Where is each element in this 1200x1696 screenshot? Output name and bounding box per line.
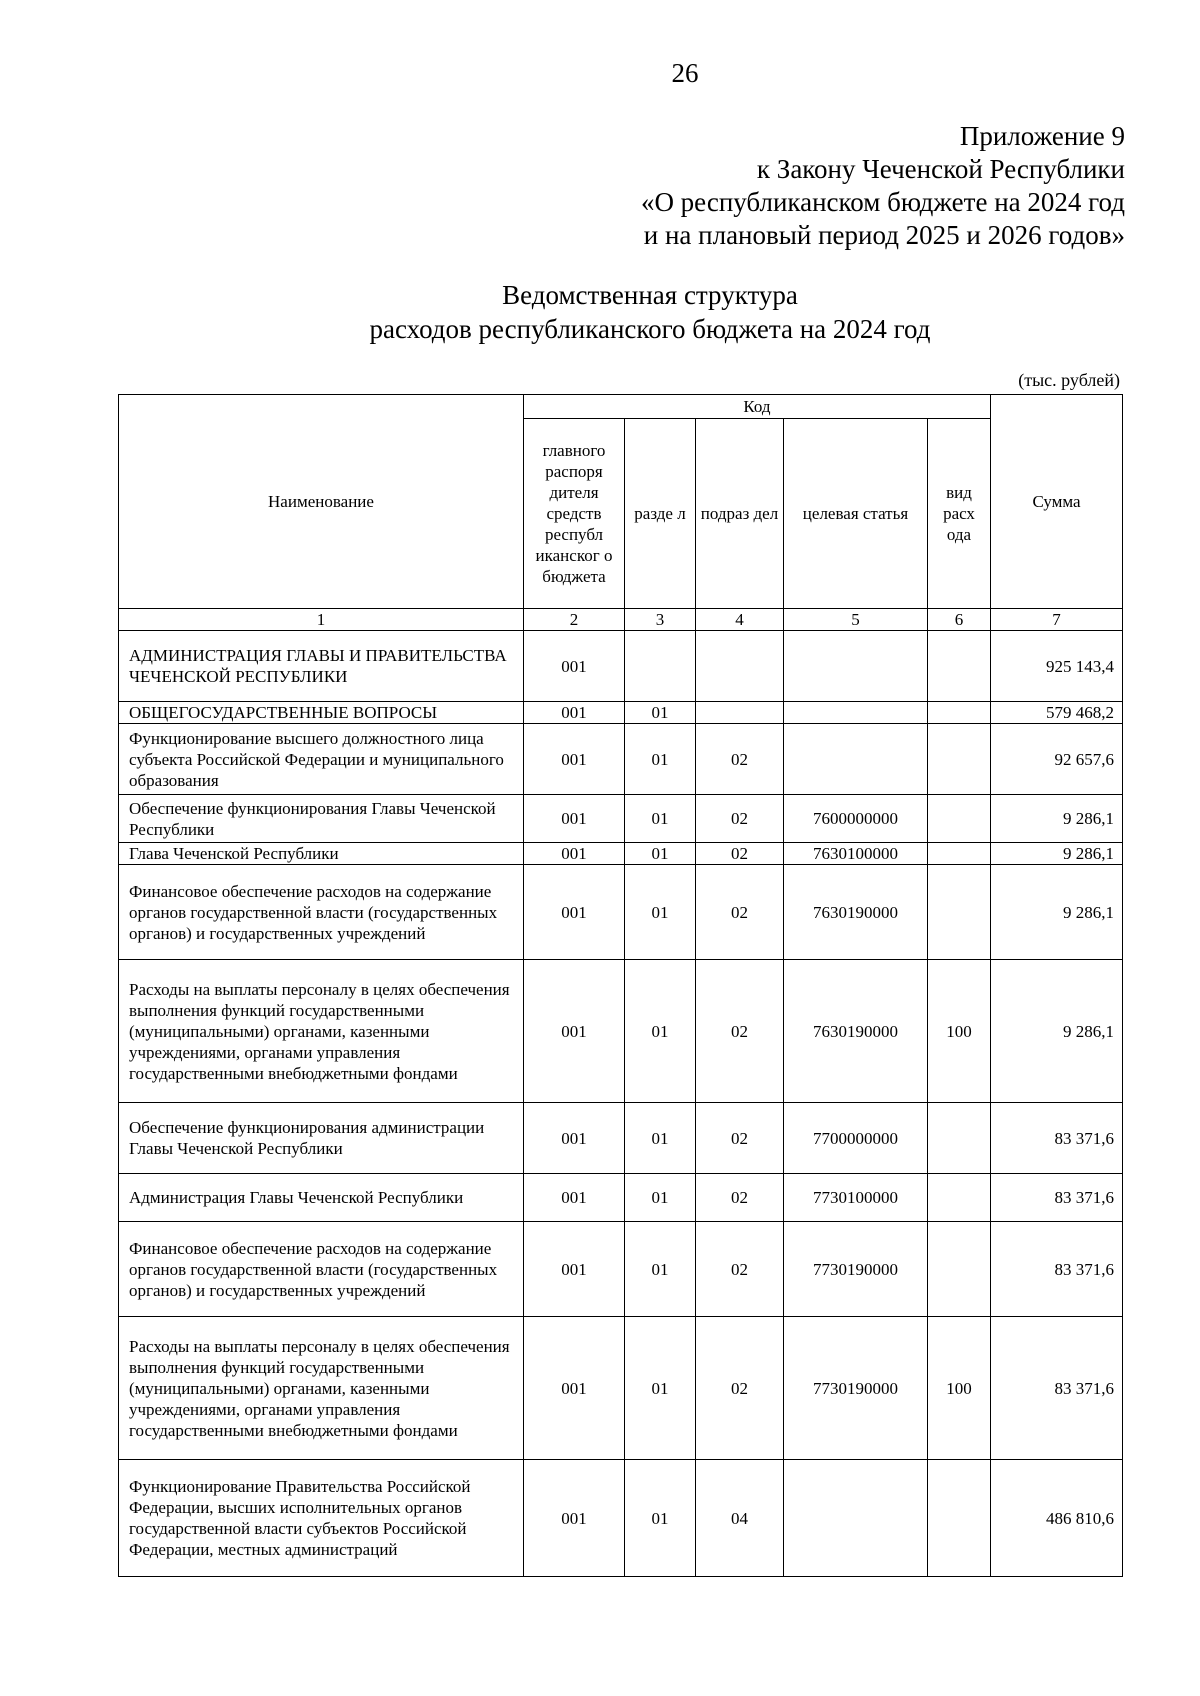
column-number: 7: [991, 609, 1123, 631]
row-razdel: 01: [625, 1103, 696, 1174]
title-line: Ведомственная структура: [502, 280, 798, 310]
row-target-article: 7630100000: [784, 843, 928, 865]
row-sum: 9 286,1: [991, 843, 1123, 865]
row-razdel: 01: [625, 843, 696, 865]
column-number: 1: [119, 609, 524, 631]
row-gr-code: 001: [524, 1222, 625, 1317]
row-expense-type: [928, 702, 991, 724]
row-podrazdel: 02: [696, 865, 784, 960]
row-name: Обеспечение функционирования администрации Главы Чеченской Республики: [119, 1103, 524, 1174]
row-podrazdel: 02: [696, 724, 784, 795]
row-name: Функционирование высшего должностного лица субъекта Российской Федерации и муниципального образования: [119, 724, 524, 795]
row-sum: 9 286,1: [991, 960, 1123, 1103]
row-gr-code: 001: [524, 795, 625, 843]
row-podrazdel: [696, 702, 784, 724]
row-expense-type: [928, 1222, 991, 1317]
row-target-article: [784, 702, 928, 724]
column-number: 6: [928, 609, 991, 631]
row-expense-type: [928, 631, 991, 702]
row-target-article: 7630190000: [784, 960, 928, 1103]
column-number: 2: [524, 609, 625, 631]
row-podrazdel: 04: [696, 1460, 784, 1577]
row-expense-type: 100: [928, 1317, 991, 1460]
row-razdel: [625, 631, 696, 702]
row-razdel: 01: [625, 1317, 696, 1460]
row-gr-code: 001: [524, 702, 625, 724]
row-name: Расходы на выплаты персоналу в целях обеспечения выполнения функций государственными (муниципальными) органами, казенными учреждениями, органами управления государственными внебюджетными фондами: [119, 960, 524, 1103]
appendix-reference: [641, 120, 1125, 252]
row-razdel: 01: [625, 960, 696, 1103]
row-expense-type: 100: [928, 960, 991, 1103]
header-cs: целевая статья: [784, 419, 928, 609]
row-podrazdel: 02: [696, 843, 784, 865]
table-row: [119, 1174, 1123, 1222]
header-podrazdel: подраз дел: [696, 419, 784, 609]
row-target-article: 7730100000: [784, 1174, 928, 1222]
column-numbers-row: [119, 609, 1123, 631]
column-number: 3: [625, 609, 696, 631]
row-name: АДМИНИСТРАЦИЯ ГЛАВЫ И ПРАВИТЕЛЬСТВА ЧЕЧЕНСКОЙ РЕСПУБЛИКИ: [119, 631, 524, 702]
table-row: [119, 1222, 1123, 1317]
row-podrazdel: 02: [696, 795, 784, 843]
row-gr-code: 001: [524, 843, 625, 865]
row-sum: 9 286,1: [991, 795, 1123, 843]
header-gr: главного распоря дителя средств республ иканског о бюджета: [524, 419, 625, 609]
table-row: [119, 960, 1123, 1103]
row-gr-code: 001: [524, 631, 625, 702]
document-title: [0, 278, 1200, 346]
row-sum: 925 143,4: [991, 631, 1123, 702]
row-razdel: 01: [625, 1222, 696, 1317]
appendix-line: и на плановый период 2025 и 2026 годов»: [643, 220, 1125, 250]
row-target-article: 7600000000: [784, 795, 928, 843]
header-razdel: разде л: [625, 419, 696, 609]
row-target-article: [784, 631, 928, 702]
row-sum: 83 371,6: [991, 1103, 1123, 1174]
table-row: [119, 1317, 1123, 1460]
row-expense-type: [928, 724, 991, 795]
row-sum: 83 371,6: [991, 1317, 1123, 1460]
row-sum: 83 371,6: [991, 1174, 1123, 1222]
row-expense-type: [928, 1174, 991, 1222]
header-sum: Сумма: [991, 395, 1123, 609]
row-name: Администрация Главы Чеченской Республики: [119, 1174, 524, 1222]
table-row: [119, 1460, 1123, 1577]
row-expense-type: [928, 1103, 991, 1174]
row-target-article: 7730190000: [784, 1222, 928, 1317]
row-razdel: 01: [625, 865, 696, 960]
row-name: Обеспечение функционирования Главы Чеченской Республики: [119, 795, 524, 843]
row-target-article: [784, 724, 928, 795]
row-gr-code: 001: [524, 865, 625, 960]
row-sum: 83 371,6: [991, 1222, 1123, 1317]
row-expense-type: [928, 1460, 991, 1577]
row-target-article: 7630190000: [784, 865, 928, 960]
row-name: Расходы на выплаты персоналу в целях обеспечения выполнения функций государственными (муниципальными) органами, казенными учреждениями, органами управления государственными внебюджетными фондами: [119, 1317, 524, 1460]
row-gr-code: 001: [524, 1174, 625, 1222]
header-vr: вид расх ода: [928, 419, 991, 609]
row-gr-code: 001: [524, 1460, 625, 1577]
header-code: Код: [524, 395, 991, 419]
row-gr-code: 001: [524, 1317, 625, 1460]
row-expense-type: [928, 795, 991, 843]
appendix-line: к Закону Чеченской Республики: [756, 154, 1125, 184]
row-razdel: 01: [625, 724, 696, 795]
row-sum: 486 810,6: [991, 1460, 1123, 1577]
row-gr-code: 001: [524, 1103, 625, 1174]
row-podrazdel: 02: [696, 1174, 784, 1222]
row-podrazdel: 02: [696, 1317, 784, 1460]
title-line: расходов республиканского бюджета на 2024 год: [369, 314, 931, 344]
table-row: [119, 702, 1123, 724]
row-razdel: 01: [625, 1460, 696, 1577]
row-podrazdel: [696, 631, 784, 702]
column-number: 5: [784, 609, 928, 631]
appendix-line: Приложение 9: [959, 121, 1125, 151]
budget-table: [118, 394, 1123, 1577]
row-target-article: 7730190000: [784, 1317, 928, 1460]
row-podrazdel: 02: [696, 960, 784, 1103]
row-sum: 92 657,6: [991, 724, 1123, 795]
appendix-line: «О республиканском бюджете на 2024 год: [640, 187, 1125, 217]
row-name: ОБЩЕГОСУДАРСТВЕННЫЕ ВОПРОСЫ: [119, 702, 524, 724]
row-expense-type: [928, 843, 991, 865]
column-number: 4: [696, 609, 784, 631]
row-gr-code: 001: [524, 724, 625, 795]
row-podrazdel: 02: [696, 1222, 784, 1317]
row-razdel: 01: [625, 795, 696, 843]
table-row: [119, 1103, 1123, 1174]
units-label: (тыс. рублей): [1018, 370, 1120, 390]
table-row: [119, 631, 1123, 702]
row-podrazdel: 02: [696, 1103, 784, 1174]
row-sum: 579 468,2: [991, 702, 1123, 724]
row-name: Финансовое обеспечение расходов на содержание органов государственной власти (государственных органов) и государственных учреждений: [119, 865, 524, 960]
header-name: Наименование: [119, 395, 524, 609]
row-target-article: 7700000000: [784, 1103, 928, 1174]
table-row: [119, 843, 1123, 865]
row-razdel: 01: [625, 702, 696, 724]
page-number: 26: [671, 58, 699, 88]
row-sum: 9 286,1: [991, 865, 1123, 960]
row-razdel: 01: [625, 1174, 696, 1222]
table-row: [119, 724, 1123, 795]
table-row: [119, 865, 1123, 960]
row-gr-code: 001: [524, 960, 625, 1103]
table-row: [119, 795, 1123, 843]
row-name: Функционирование Правительства Российской Федерации, высших исполнительных органов государственной власти субъектов Российской Федерации, местных администраций: [119, 1460, 524, 1577]
row-name: Глава Чеченской Республики: [119, 843, 524, 865]
row-expense-type: [928, 865, 991, 960]
row-target-article: [784, 1460, 928, 1577]
row-name: Финансовое обеспечение расходов на содержание органов государственной власти (государственных органов) и государственных учреждений: [119, 1222, 524, 1317]
